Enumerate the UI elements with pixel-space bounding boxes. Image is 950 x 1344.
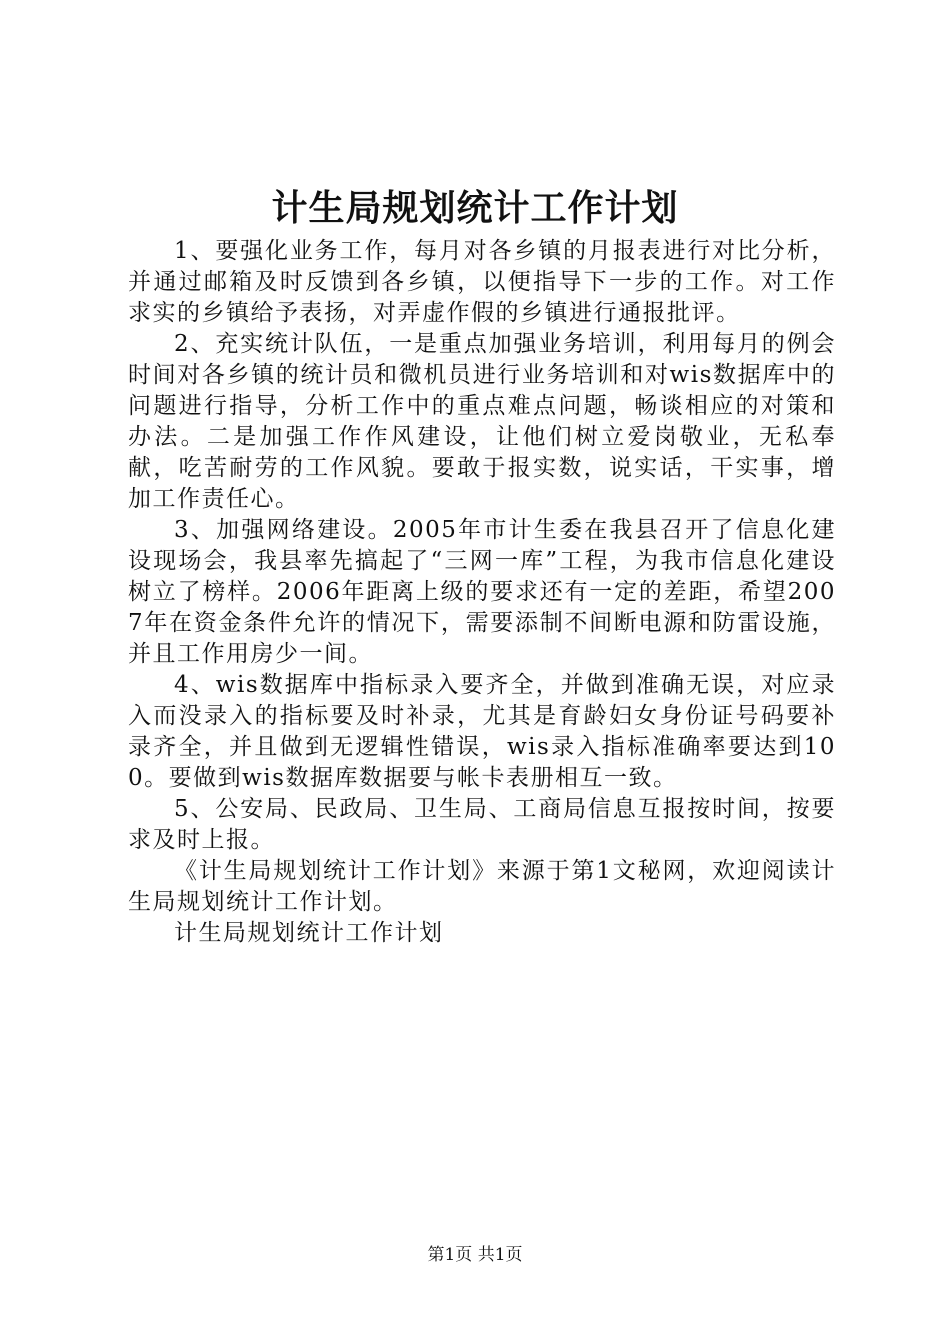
source-note: 《计生局规划统计工作计划》来源于第1文秘网，欢迎阅读计生局规划统计工作计划。 — [128, 858, 836, 915]
paragraph-1: 1、要强化业务工作，每月对各乡镇的月报表进行对比分析，并通过邮箱及时反馈到各乡镇，以便指导下一步的工作。对工作求实的乡镇给予表扬，对弄虚作假的乡镇进行通报批评。 — [128, 238, 836, 326]
closing-title: 计生局规划统计工作计划 — [174, 920, 444, 946]
paragraph-5: 5、公安局、民政局、卫生局、工商局信息互报按时间，按要求及时上报。 — [128, 796, 836, 853]
document-body — [128, 236, 836, 949]
paragraph-4: 4、wis数据库中指标录入要齐全，并做到准确无误，对应录入而没录入的指标要及时补录，尤其是育龄妇女身份证号码要补录齐全，并且做到无逻辑性错误，wis录入指标准确率要达到100。要做到wis数据库数据要与帐卡表册相互一致。 — [128, 672, 836, 791]
paragraph-3: 3、加强网络建设。2005年市计生委在我县召开了信息化建设现场会，我县率先搞起了“三网一库”工程，为我市信息化建设树立了榜样。2006年距离上级的要求还有一定的差距，希望2007年在资金条件允许的情况下，需要添制不间断电源和防雷设施，并且工作用房少一间。 — [128, 517, 836, 667]
document-title: 计生局规划统计工作计划 — [271, 187, 679, 229]
page-footer: 第1页 共1页 — [427, 1245, 523, 1265]
paragraph-2: 2、充实统计队伍，一是重点加强业务培训，利用每月的例会时间对各乡镇的统计员和微机员进行业务培训和对wis数据库中的问题进行指导，分析工作中的重点难点问题，畅谈相应的对策和办法。二是加强工作作风建设，让他们树立爱岗敬业，无私奉献，吃苦耐劳的工作风貌。要敢于报实数，说实话，干实事，增加工作责任心。 — [128, 331, 836, 512]
